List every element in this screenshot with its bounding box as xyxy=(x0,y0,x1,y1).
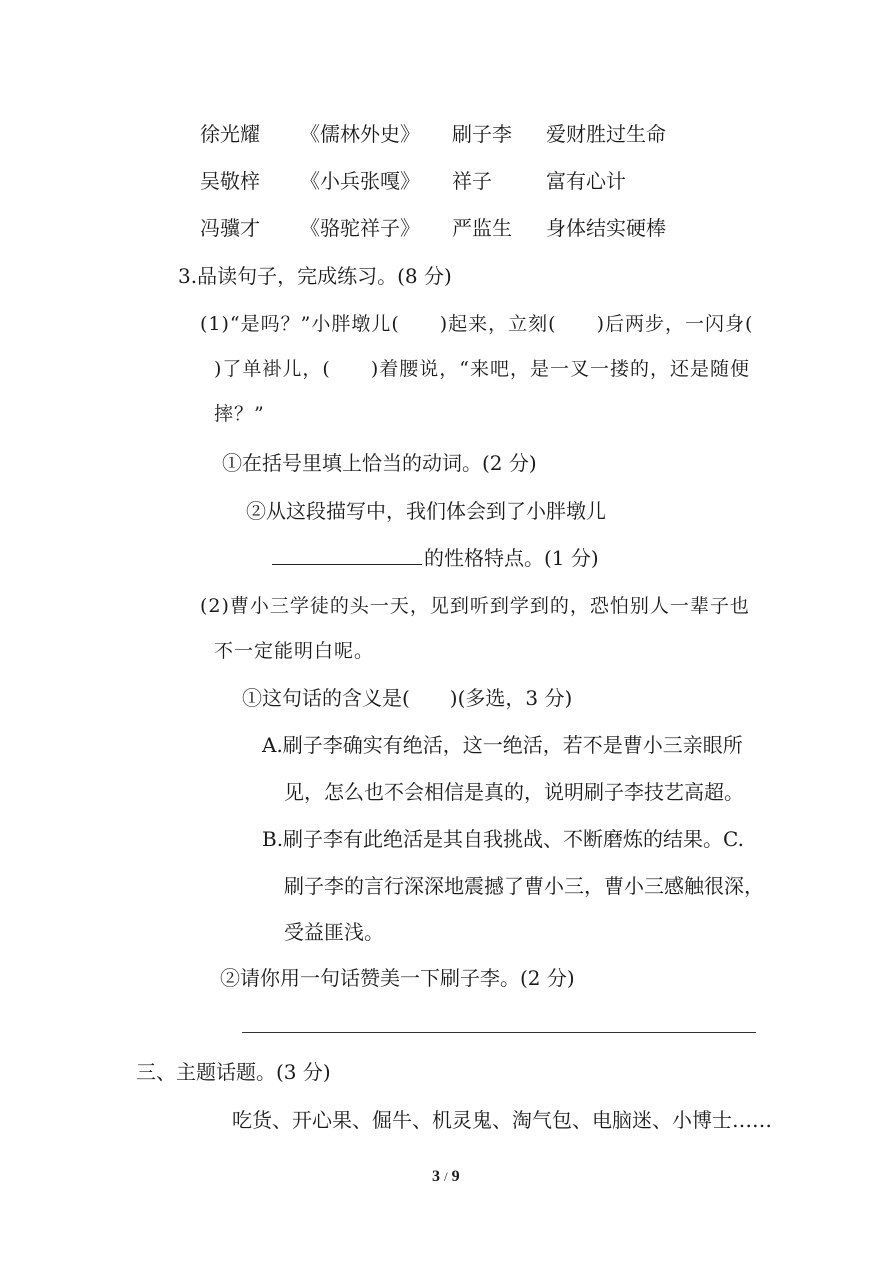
subquestion-1-2-text: 的性格特点。(1 分) xyxy=(424,546,599,570)
passage-1-line-1: (1)“是吗？”小胖墩儿( )起来，立刻( )后两步，一闪身( xyxy=(200,313,754,335)
option-b-line: B.刷子李有此绝活是其自我挑战、不断磨炼的结果。C. xyxy=(262,827,745,851)
matching-author: 冯骥才 xyxy=(200,216,260,240)
passage-2-line-1: (2)曹小三学徒的头一天，见到听到学到的，恐怕别人一辈子也 xyxy=(200,595,750,617)
passage-1-line-3: 摔？” xyxy=(214,403,265,425)
section-3-word-list: 吃货、开心果、倔牛、机灵鬼、淘气包、电脑迷、小博士…… xyxy=(232,1108,772,1132)
section-3-title: 三、主题话题。(3 分) xyxy=(136,1060,331,1084)
matching-trait: 身体结实硬棒 xyxy=(546,216,666,240)
matching-book: 《小兵张嘎》 xyxy=(300,169,420,193)
matching-character: 祥子 xyxy=(452,169,492,193)
subquestion-1-1: ①在括号里填上恰当的动词。(2 分) xyxy=(222,451,537,475)
passage-2-line-2: 不一定能明白呢。 xyxy=(214,640,375,662)
option-a-line-1: A.刷子李确实有绝活，这一绝活，若不是曹小三亲眼所 xyxy=(262,733,743,757)
page-total: 9 xyxy=(451,1168,460,1185)
answer-line[interactable] xyxy=(242,1032,756,1033)
matching-book: 《儒林外史》 xyxy=(300,122,420,146)
subquestion-1-2-line-1: ②从这段描写中，我们体会到了小胖墩儿 xyxy=(246,499,606,523)
subquestion-1-2-line-2 xyxy=(272,544,599,572)
page-separator: / xyxy=(444,1169,448,1184)
subquestion-2-2: ②请你用一句话赞美一下刷子李。(2 分) xyxy=(220,966,575,990)
matching-trait: 富有心计 xyxy=(546,169,626,193)
passage-1-line-2: )了单褂儿，( )着腰说，“来吧，是一叉一搂的，还是随便 xyxy=(214,358,750,380)
matching-character: 刷子李 xyxy=(452,122,512,146)
matching-character: 严监生 xyxy=(452,216,512,240)
answer-blank[interactable] xyxy=(272,544,422,565)
matching-trait: 爱财胜过生命 xyxy=(546,122,666,146)
matching-author: 吴敬梓 xyxy=(200,169,260,193)
option-c-line-3: 受益匪浅。 xyxy=(284,920,384,944)
page-current: 3 xyxy=(432,1168,440,1185)
matching-book: 《骆驼祥子》 xyxy=(300,216,420,240)
option-a-line-2: 见，怎么也不会相信是真的，说明刷子李技艺高超。 xyxy=(284,780,744,804)
matching-author: 徐光耀 xyxy=(200,122,260,146)
question-3-title: 3.品读句子，完成练习。(8 分) xyxy=(178,264,452,288)
subquestion-2-1: ①这句话的含义是( )(多选，3 分) xyxy=(242,686,573,710)
page-number xyxy=(432,1168,460,1186)
option-c-line-2: 刷子李的言行深深地震撼了曹小三，曹小三感触很深， xyxy=(284,874,764,898)
